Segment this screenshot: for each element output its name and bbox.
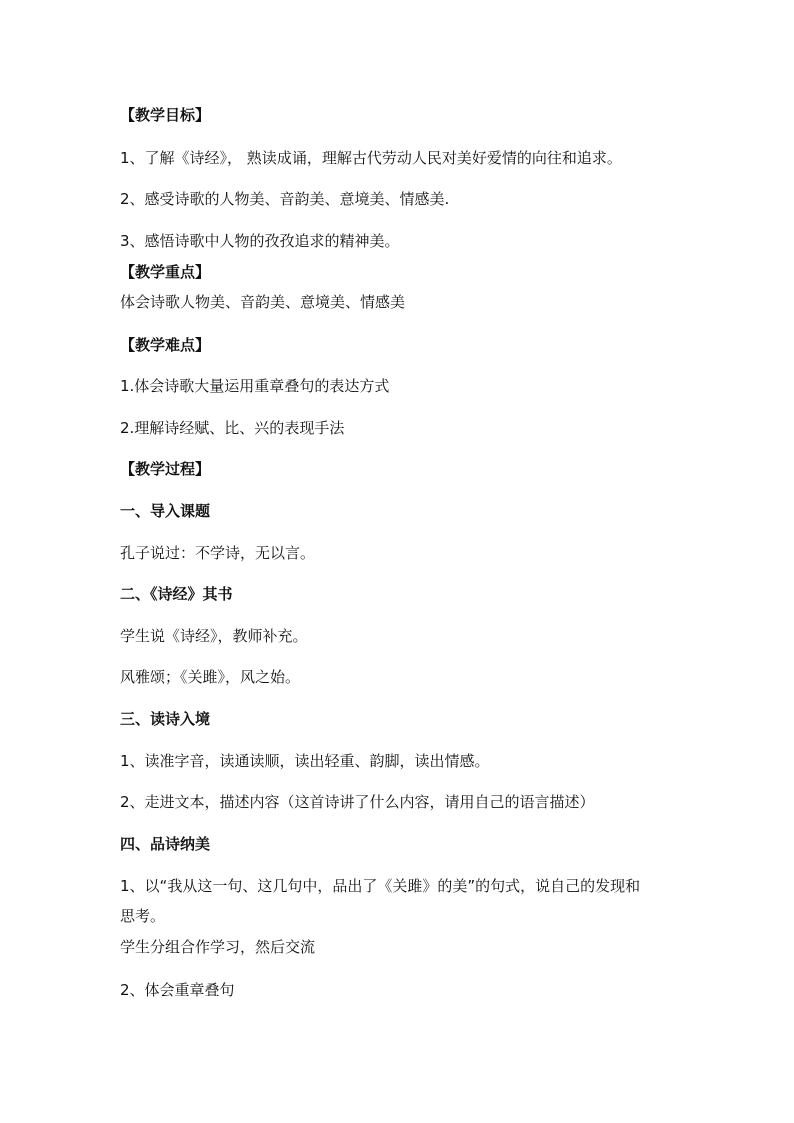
difficulty-item-1: 1.体会诗歌大量运用重章叠句的表达方式 <box>120 377 390 395</box>
section-3-item-1: 1、读准字音，读通读顺，读出轻重、韵脚，读出情感。 <box>120 752 490 770</box>
section-4-text: 学生分组合作学习，然后交流 <box>120 938 316 956</box>
objective-item-2: 2、感受诗歌的人物美、音韵美、意境美、情感美. <box>120 190 450 208</box>
section-heading-4: 四、品诗纳美 <box>120 835 211 853</box>
section-4-item-2: 2、体会重章叠句 <box>120 981 235 999</box>
focus-text: 体会诗歌人物美、音韵美、意境美、情感美 <box>120 293 406 311</box>
heading-teaching-process: 【教学过程】 <box>120 460 211 478</box>
heading-teaching-difficulties: 【教学难点】 <box>120 336 211 354</box>
objective-item-1: 1、了解《诗经》， 熟读成诵，理解古代劳动人民对美好爱情的向往和追求。 <box>120 149 622 167</box>
section-2-text-2: 风雅颂；《关雎》，风之始。 <box>120 668 301 686</box>
section-heading-2: 二、《诗经》其书 <box>120 585 233 603</box>
difficulty-item-2: 2.理解诗经赋、比、兴的表现手法 <box>120 419 345 437</box>
section-3-item-2: 2、走进文本，描述内容（这首诗讲了什么内容，请用自己的语言描述） <box>120 793 595 811</box>
section-1-text: 孔子说过：不学诗，无以言。 <box>120 544 316 562</box>
section-heading-1: 一、导入课题 <box>120 502 211 520</box>
objective-item-3: 3、感悟诗歌中人物的孜孜追求的精神美。 <box>120 232 400 250</box>
section-4-item-1-continued: 思考。 <box>120 907 166 925</box>
heading-teaching-focus: 【教学重点】 <box>120 263 211 281</box>
section-4-item-1: 1、以“我从这一句、这几句中，品出了《关雎》的美”的句式，说自己的发现和 <box>120 877 641 895</box>
heading-teaching-objectives: 【教学目标】 <box>120 106 211 124</box>
section-heading-3: 三、读诗入境 <box>120 710 211 728</box>
section-2-text-1: 学生说《诗经》，教师补充。 <box>120 627 308 645</box>
